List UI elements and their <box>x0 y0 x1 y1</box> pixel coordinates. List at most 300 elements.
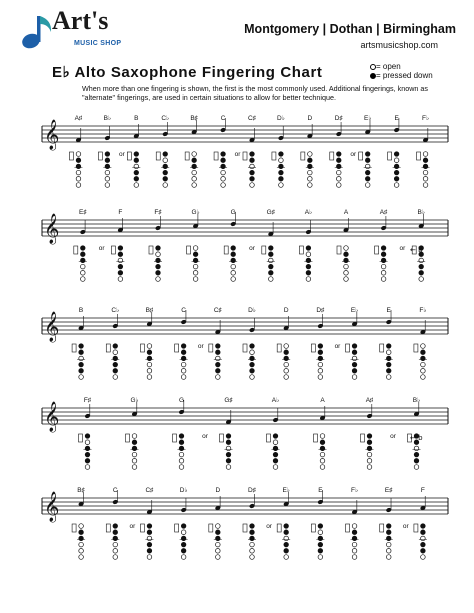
side-key <box>272 152 276 160</box>
fingering-key <box>81 264 86 269</box>
fingering-key <box>179 434 184 439</box>
side-key <box>243 344 247 352</box>
fingering-key <box>318 344 323 349</box>
fingering-key <box>421 542 426 547</box>
fingering-key <box>421 375 426 380</box>
fingering-key <box>79 356 84 361</box>
fingering-key <box>221 183 226 188</box>
fingering-key <box>216 362 221 367</box>
fingering-key <box>365 170 370 175</box>
side-key <box>267 434 271 442</box>
fingering-key <box>79 350 84 355</box>
fingering-key <box>113 530 118 535</box>
side-key <box>220 434 224 442</box>
fingering-key <box>85 434 90 439</box>
fingering-key <box>216 375 221 380</box>
fingering-key <box>147 362 152 367</box>
fingering-key <box>181 536 186 541</box>
fingering-key <box>250 170 255 175</box>
fingering-key <box>284 524 289 529</box>
fingering-key <box>181 524 186 529</box>
fingering-key <box>113 369 118 374</box>
side-key <box>375 246 379 254</box>
fingering-key <box>221 152 226 157</box>
fingering-key <box>344 264 349 269</box>
side-key <box>173 434 177 442</box>
note-name-label: B <box>134 115 139 122</box>
fingering-key <box>181 549 186 554</box>
fingering-key <box>381 252 386 257</box>
note-name-label: D♭ <box>277 115 285 122</box>
fingering-key <box>306 264 311 269</box>
side-key <box>380 344 384 352</box>
fingering-key <box>394 183 399 188</box>
fingering-key <box>85 452 90 457</box>
fingering-key <box>76 164 81 169</box>
fingering-key <box>423 164 428 169</box>
fingering-key <box>352 362 357 367</box>
fingering-key <box>414 452 419 457</box>
fingering-key <box>423 158 428 163</box>
fingering-key <box>386 555 391 560</box>
fingering-key <box>284 375 289 380</box>
fingering-key <box>381 271 386 276</box>
fingering-key <box>279 183 284 188</box>
fingering-key <box>414 446 419 451</box>
fingering-key <box>365 183 370 188</box>
fingering-key <box>318 524 323 529</box>
side-key <box>346 344 350 352</box>
fingering-key <box>269 252 274 257</box>
fingering-key <box>352 344 357 349</box>
treble-clef-icon: 𝄞 <box>44 312 60 342</box>
fingering-key <box>381 258 386 263</box>
fingering-key <box>147 350 152 355</box>
fingering-key <box>105 164 110 169</box>
fingering-key <box>193 246 198 251</box>
fingering-key <box>231 252 236 257</box>
fingering-key <box>318 542 323 547</box>
fingering-key <box>423 170 428 175</box>
alternate-marker: or <box>197 343 204 350</box>
note-name-label: B♯ <box>77 487 85 494</box>
fingering-key <box>423 183 428 188</box>
fingering-key <box>81 246 86 251</box>
fingering-key <box>250 152 255 157</box>
fingering-key <box>231 277 236 282</box>
fingering-key <box>352 536 357 541</box>
fingering-key <box>352 530 357 535</box>
side-key <box>140 524 144 532</box>
fingering-key <box>134 170 139 175</box>
side-key <box>98 152 102 160</box>
fingering-key <box>231 258 236 263</box>
fingering-key <box>79 549 84 554</box>
fingering-key <box>163 183 168 188</box>
fingering-key <box>156 258 161 263</box>
note-name-label: F♭ <box>351 487 359 494</box>
fingering-key <box>250 350 255 355</box>
note-name-label: F♯ <box>154 209 162 216</box>
note-name-label: A♭ <box>304 209 313 216</box>
fingering-key <box>179 452 184 457</box>
fingering-key <box>181 375 186 380</box>
fingering-key <box>76 170 81 175</box>
fingering-key <box>273 446 278 451</box>
fingering-key <box>318 369 323 374</box>
fingering-key <box>193 258 198 263</box>
note-name-label: D♯ <box>248 487 256 494</box>
fingering-key <box>421 549 426 554</box>
fingering-key <box>273 452 278 457</box>
fingering-key <box>226 459 231 464</box>
fingering-key <box>192 183 197 188</box>
fingering-key <box>320 452 325 457</box>
fingering-key <box>156 271 161 276</box>
legend-open-label: = open <box>376 62 401 71</box>
fingering-key <box>231 264 236 269</box>
note-name-label: D <box>307 115 313 122</box>
fingering-key <box>284 362 289 367</box>
alternate-marker: or <box>98 245 105 252</box>
fingering-key <box>156 264 161 269</box>
fingering-key <box>113 555 118 560</box>
fingering-key <box>269 258 274 263</box>
note-name-label: A♯ <box>365 397 374 404</box>
note-name-label: D♯ <box>334 115 343 122</box>
note-name-label: B♭ <box>412 397 421 404</box>
fingering-key <box>421 350 426 355</box>
side-key <box>414 344 418 352</box>
fingering-key <box>134 152 139 157</box>
fingering-key <box>181 542 186 547</box>
treble-clef-icon: 𝄞 <box>44 214 60 244</box>
note-name-label: D♭ <box>179 487 188 494</box>
fingering-key <box>192 152 197 157</box>
fingering-key <box>318 530 323 535</box>
note-name-label: B <box>78 307 84 314</box>
side-key <box>156 152 160 160</box>
alternate-marker: or <box>399 245 406 252</box>
fingering-key <box>250 158 255 163</box>
store-locations: Montgomery | Dothan | Birmingham <box>244 22 456 36</box>
side-key <box>262 246 266 254</box>
fingering-key <box>320 459 325 464</box>
fingering-key <box>147 542 152 547</box>
fingering-key <box>250 555 255 560</box>
fingering-key <box>226 440 231 445</box>
side-key <box>149 246 153 254</box>
logo-name: Art's <box>52 6 109 35</box>
fingering-key <box>273 434 278 439</box>
fingering-key <box>386 530 391 535</box>
fingering-key <box>193 271 198 276</box>
fingering-key <box>284 369 289 374</box>
note-name-label: C♯ <box>145 487 154 494</box>
fingering-key <box>76 177 81 182</box>
fingering-key <box>221 164 226 169</box>
side-key <box>277 524 281 532</box>
note-name-label: G <box>178 397 185 404</box>
fingering-key <box>192 170 197 175</box>
fingering-key <box>386 536 391 541</box>
fingering-key <box>352 356 357 361</box>
note-name-label: E♯ <box>384 487 393 494</box>
fingering-key <box>421 530 426 535</box>
alternate-marker: or <box>234 151 241 158</box>
side-key <box>359 152 363 160</box>
fingering-key <box>308 164 313 169</box>
side-key <box>311 524 315 532</box>
side-key <box>277 344 281 352</box>
side-key <box>224 246 228 254</box>
note-name-label: C <box>220 115 226 122</box>
fingering-key <box>421 369 426 374</box>
fingering-key <box>306 252 311 257</box>
b-key-arrow-label: ← b <box>410 246 423 254</box>
fingering-key <box>216 555 221 560</box>
fingering-key <box>147 524 152 529</box>
note-name-label: D <box>215 487 221 494</box>
side-key <box>185 152 189 160</box>
fingering-key <box>344 246 349 251</box>
fingering-key <box>306 258 311 263</box>
fingering-key <box>386 356 391 361</box>
fingering-key <box>367 440 372 445</box>
fingering-key <box>284 344 289 349</box>
side-key <box>243 152 247 160</box>
fingering-key <box>386 542 391 547</box>
side-key <box>72 344 76 352</box>
fingering-key <box>163 177 168 182</box>
alternate-marker: or <box>249 245 255 252</box>
fingering-key <box>394 170 399 175</box>
treble-clef-icon: 𝄞 <box>44 492 60 522</box>
fingering-key <box>320 446 325 451</box>
fingering-key <box>336 170 341 175</box>
fingering-key <box>216 536 221 541</box>
fingering-key <box>306 246 311 251</box>
note-name-label: E♯ <box>79 209 87 216</box>
fingering-key <box>105 183 110 188</box>
fingering-key <box>250 549 255 554</box>
fingering-key <box>308 158 313 163</box>
fingering-key <box>352 524 357 529</box>
fingering-key <box>226 446 231 451</box>
fingering-key <box>279 158 284 163</box>
fingering-key <box>181 350 186 355</box>
fingering-key <box>132 440 137 445</box>
intro-text: When more than one fingering is shown, the first is the most commonly used. Additional fingerings, known as "alternate" fingerings, are used in certain situations to allow for better technique. <box>82 84 428 102</box>
fingering-key <box>192 158 197 163</box>
fingering-key <box>308 177 313 182</box>
fingering-key <box>193 277 198 282</box>
fingering-key <box>336 164 341 169</box>
note-name-label: F <box>118 209 123 216</box>
fingering-key <box>318 375 323 380</box>
fingering-key <box>344 258 349 263</box>
fingering-key <box>284 350 289 355</box>
side-key <box>417 152 421 160</box>
fingering-key <box>156 277 161 282</box>
side-key <box>74 246 78 254</box>
fingering-key <box>365 152 370 157</box>
fingering-key <box>273 459 278 464</box>
fingering-key <box>118 271 123 276</box>
fingering-key <box>231 271 236 276</box>
note-name-label: D <box>283 307 289 314</box>
fingering-key <box>381 264 386 269</box>
fingering-key <box>269 277 274 282</box>
fingering-key <box>181 362 186 367</box>
fingering-key <box>105 170 110 175</box>
fingering-key <box>105 152 110 157</box>
fingering-key <box>394 177 399 182</box>
side-key <box>337 246 341 254</box>
fingering-key <box>132 465 137 470</box>
alternate-marker: or <box>334 343 341 350</box>
logo-subtitle: MUSIC SHOP <box>74 40 122 47</box>
note-name-label: A♯ <box>74 115 83 122</box>
fingering-key <box>156 246 161 251</box>
fingering-key <box>134 177 139 182</box>
side-key <box>330 152 334 160</box>
note-name-label: E♭ <box>350 307 359 314</box>
fingering-key <box>76 183 81 188</box>
fingering-key <box>113 344 118 349</box>
note-name-label: C <box>112 487 118 494</box>
fingering-key <box>147 536 152 541</box>
note-name-label: E♭ <box>363 115 372 122</box>
alternate-marker: or <box>402 523 409 530</box>
fingering-key <box>79 524 84 529</box>
note-name-label: E <box>386 307 391 314</box>
fingering-key <box>306 271 311 276</box>
alternate-marker: or <box>390 433 396 440</box>
fingering-key <box>193 264 198 269</box>
fingering-key <box>284 555 289 560</box>
fingering-key <box>147 555 152 560</box>
fingering-key <box>318 536 323 541</box>
fingering-key <box>226 452 231 457</box>
fingering-key <box>423 177 428 182</box>
fingering-key <box>231 246 236 251</box>
note-name-label: B♯ <box>190 115 198 122</box>
fingering-key <box>118 264 123 269</box>
fingering-key <box>269 271 274 276</box>
fingering-key <box>134 158 139 163</box>
fingering-key <box>81 252 86 257</box>
note-name-label: A♭ <box>271 397 280 404</box>
fingering-key <box>221 177 226 182</box>
fingering-key <box>250 356 255 361</box>
fingering-key <box>79 555 84 560</box>
fingering-key <box>284 356 289 361</box>
fingering-key <box>79 369 84 374</box>
fingering-key <box>386 350 391 355</box>
website-link[interactable]: artsmusicshop.com <box>360 40 438 50</box>
fingering-key <box>308 152 313 157</box>
fingering-key <box>179 459 184 464</box>
side-key <box>187 246 191 254</box>
fingering-key <box>163 152 168 157</box>
fingering-key <box>113 549 118 554</box>
fingering-key <box>76 158 81 163</box>
note-name-label: C <box>181 307 186 314</box>
fingering-key <box>419 271 424 276</box>
fingering-key <box>163 170 168 175</box>
fingering-key <box>250 164 255 169</box>
side-key <box>175 344 179 352</box>
note-name-label: G♯ <box>224 397 233 404</box>
fingering-key <box>386 549 391 554</box>
fingering-key <box>273 465 278 470</box>
fingering-key <box>105 158 110 163</box>
fingering-key <box>279 170 284 175</box>
fingering-key <box>421 524 426 529</box>
fingering-key <box>81 271 86 276</box>
fingering-key <box>421 536 426 541</box>
side-key <box>111 246 115 254</box>
fingering-key <box>118 246 123 251</box>
fingering-key <box>216 356 221 361</box>
side-key <box>346 524 350 532</box>
side-key <box>106 344 110 352</box>
fingering-key <box>394 152 399 157</box>
fingering-key <box>181 555 186 560</box>
fingering-key <box>344 252 349 257</box>
fingering-key <box>163 158 168 163</box>
fingering-key <box>423 152 428 157</box>
fingering-key <box>421 555 426 560</box>
note-name-label: G <box>230 209 236 216</box>
side-key <box>380 524 384 532</box>
fingering-key <box>352 375 357 380</box>
fingering-key <box>193 252 198 257</box>
fingering-key <box>85 459 90 464</box>
fingering-key <box>284 542 289 547</box>
side-key <box>72 524 76 532</box>
fingering-key <box>352 555 357 560</box>
fingering-key <box>386 524 391 529</box>
fingering-key <box>421 344 426 349</box>
side-key <box>243 524 247 532</box>
fingering-key <box>381 277 386 282</box>
treble-clef-icon: 𝄞 <box>44 402 60 432</box>
fingering-key <box>352 350 357 355</box>
fingering-key <box>308 170 313 175</box>
fingering-key <box>179 446 184 451</box>
fingering-key <box>147 549 152 554</box>
note-name-label: B♭ <box>417 209 425 216</box>
fingering-key <box>352 542 357 547</box>
fingering-key <box>414 465 419 470</box>
fingering-key <box>156 252 161 257</box>
fingering-key <box>308 183 313 188</box>
fingering-key <box>113 375 118 380</box>
note-name-label: F♭ <box>422 115 430 122</box>
note-name-label: C♭ <box>161 115 170 122</box>
fingering-key <box>318 555 323 560</box>
note-name-label: F <box>420 487 425 494</box>
fingering-key <box>279 152 284 157</box>
fingering-key <box>79 530 84 535</box>
fingering-key <box>336 158 341 163</box>
fingering-key <box>367 434 372 439</box>
note-name-label: D♯ <box>316 307 325 314</box>
side-key <box>311 344 315 352</box>
fingering-key <box>273 440 278 445</box>
